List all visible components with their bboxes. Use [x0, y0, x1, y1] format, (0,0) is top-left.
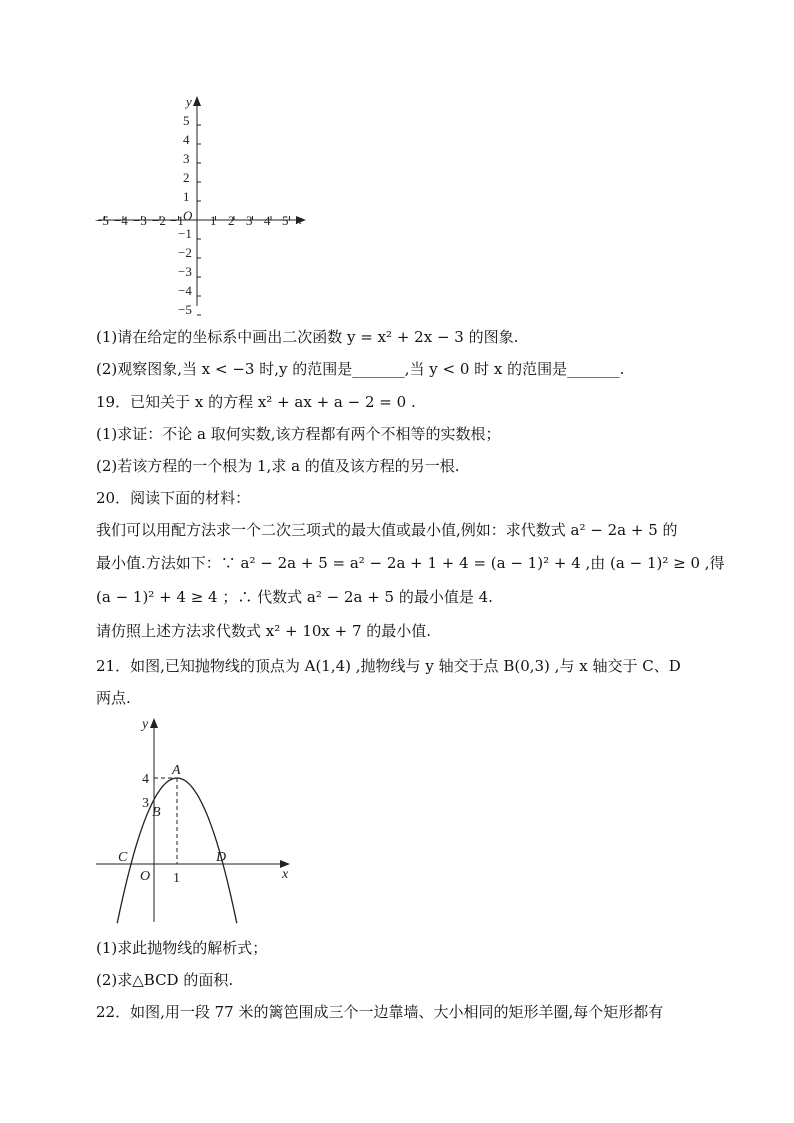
- x-tick-label: −3: [133, 213, 147, 228]
- x-tick-label: −5: [95, 213, 109, 228]
- y-tick-label: −4: [178, 283, 192, 298]
- y-tick-label: −1: [178, 226, 192, 241]
- q21-part1: (1)求此抛物线的解析式；: [96, 939, 268, 957]
- y-tick-label: −5: [178, 302, 192, 317]
- x-tick-label: 3: [246, 213, 253, 228]
- x-axis-label: x: [296, 212, 302, 227]
- origin-label: O: [183, 208, 193, 223]
- q20-stem: 20．阅读下面的材料：: [96, 489, 251, 507]
- y-tick-label: −3: [178, 264, 192, 279]
- q20-line2: 最小值.方法如下：∵ a² − 2a + 5 = a² − 2a + 1 + 4 = (a − 1)² + 4 ,由 (a − 1)² ≥ 0 ,得: [96, 554, 725, 572]
- x-tick-label: −2: [152, 213, 166, 228]
- x-tick-label: −1: [170, 213, 184, 228]
- y-tick-label-3: 3: [142, 796, 149, 811]
- x-axis-label: x: [282, 867, 289, 882]
- coordinate-grid-figure: [90, 92, 320, 322]
- y-tick-label: 5: [183, 113, 190, 128]
- q18-part1: (1)请在给定的坐标系中画出二次函数 y = x² + 2x − 3 的图象.: [96, 328, 519, 346]
- y-tick-label: 3: [183, 151, 190, 166]
- y-tick-label: 2: [183, 170, 190, 185]
- y-axis-label: y: [186, 94, 192, 109]
- y-axis-arrow: [193, 96, 201, 106]
- x-tick-label: 2: [228, 213, 235, 228]
- parabola-figure: [92, 712, 302, 924]
- q21-part2: (2)求△BCD 的面积.: [96, 971, 234, 989]
- q22-stem: 22．如图,用一段 77 米的篱笆围成三个一边靠墙、大小相同的矩形羊圈,每个矩形都有: [96, 1003, 664, 1021]
- x-tick-label: 4: [264, 213, 271, 228]
- point-label-A: A: [172, 763, 181, 778]
- x-tick-label: 1: [210, 213, 217, 228]
- y-axis-arrow: [150, 718, 158, 728]
- y-tick-label: 1: [183, 189, 190, 204]
- q19-stem: 19．已知关于 x 的方程 x² + ax + a − 2 = 0 .: [96, 393, 416, 411]
- q19-part1: (1)求证：不论 a 取何实数,该方程都有两个不相等的实数根；: [96, 425, 501, 443]
- q20-line1: 我们可以用配方法求一个二次三项式的最大值或最小值,例如：求代数式 a² − 2a + 5 的: [96, 521, 678, 539]
- y-tick-label-4: 4: [142, 772, 149, 787]
- q20-line4: 请仿照上述方法求代数式 x² + 10x + 7 的最小值.: [96, 622, 432, 640]
- q18-part2: (2)观察图象,当 x < −3 时,y 的范围是_______,当 y < 0 时 x 的范围是_______.: [96, 360, 625, 378]
- origin-label: O: [140, 869, 151, 884]
- y-axis-label: y: [142, 717, 149, 732]
- x-tick-label: −4: [114, 213, 128, 228]
- q19-part2: (2)若该方程的一个根为 1,求 a 的值及该方程的另一根.: [96, 457, 460, 475]
- point-label-D: D: [216, 850, 227, 865]
- x-tick-label-1: 1: [173, 871, 180, 886]
- q21-stem-line2: 两点.: [96, 689, 131, 707]
- q21-stem-line1: 21．如图,已知抛物线的顶点为 A(1,4) ,抛物线与 y 轴交于点 B(0,3) ,与 x 轴交于 C、D: [96, 657, 681, 675]
- y-tick-label: 4: [183, 132, 190, 147]
- point-label-C: C: [118, 850, 128, 865]
- y-tick-label: −2: [178, 245, 192, 260]
- x-tick-label: 5: [282, 213, 289, 228]
- q20-line3: (a − 1)² + 4 ≥ 4 ；∴ 代数式 a² − 2a + 5 的最小值是 4.: [96, 588, 493, 606]
- point-label-B: B: [152, 805, 161, 820]
